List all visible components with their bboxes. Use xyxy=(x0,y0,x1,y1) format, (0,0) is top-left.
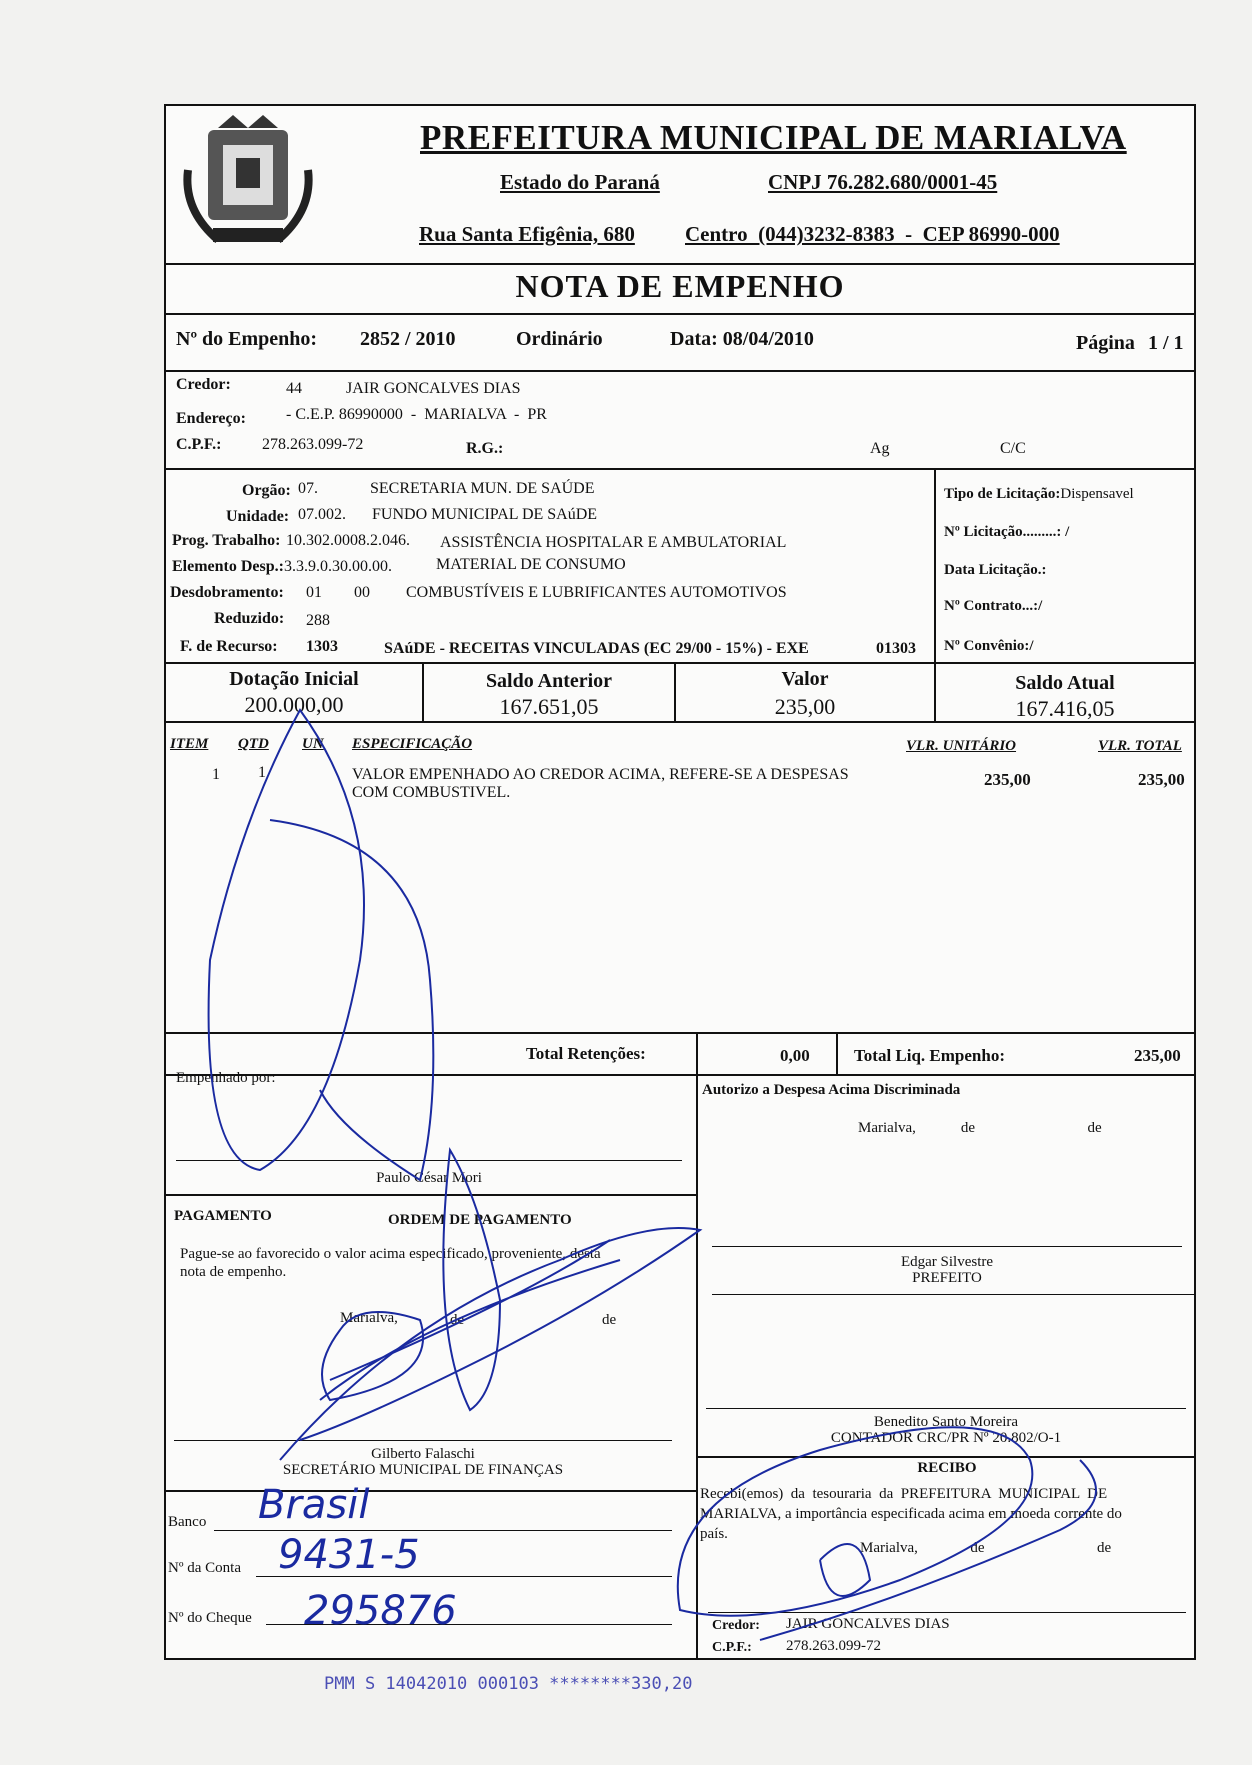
recibo-date-line: Marialva, de de xyxy=(860,1540,1112,1556)
recurso-label: F. de Recurso: xyxy=(180,638,278,655)
unidade-code: 07.002. xyxy=(298,506,346,523)
pagamento-marialva: Marialva, xyxy=(340,1310,398,1326)
liquido-label: Total Liq. Empenho: xyxy=(854,1046,1005,1065)
desdobramento-label: Desdobramento: xyxy=(170,584,284,601)
pagamento-label: PAGAMENTO xyxy=(174,1208,272,1224)
col-item: ITEM xyxy=(170,736,209,752)
recibo-text-line1: Recebi(emos) da tesouraria da PREFEITURA MUNICIPAL DE xyxy=(700,1486,1108,1502)
recibo-title: RECIBO xyxy=(917,1460,977,1476)
item-unit-value: 235,00 xyxy=(984,770,1031,789)
unidade-label: Unidade: xyxy=(226,508,290,525)
conta-label: Nº da Conta xyxy=(168,1560,241,1576)
doc-title: NOTA DE EMPENHO xyxy=(515,268,845,304)
empenhado-name: Paulo César Mori xyxy=(376,1170,482,1186)
col-qtd: QTD xyxy=(238,736,269,752)
saldo-anterior-value: 167.651,05 xyxy=(499,694,599,719)
recurso-number: 01303 xyxy=(876,640,916,657)
district-phone-cep: Centro (044)3232-8383 - CEP 86990-000 xyxy=(685,222,1060,246)
recibo-signature-stroke xyxy=(760,1460,1096,1640)
cheque-label: Nº do Cheque xyxy=(168,1610,252,1626)
bank-stamp: PMM S 14042010 000103 ********330,20 xyxy=(324,1674,693,1694)
empenho-number: 2852 / 2010 xyxy=(360,328,456,350)
recibo-text-line3: país. xyxy=(700,1526,728,1542)
recibo-cpf-value: 278.263.099-72 xyxy=(786,1638,881,1654)
autorizo-date-line: Marialva, de de xyxy=(858,1120,1102,1136)
secretario-title: SECRETÁRIO MUNICIPAL DE FINANÇAS xyxy=(282,1462,564,1478)
ordem-pagamento-label: ORDEM DE PAGAMENTO xyxy=(388,1212,572,1228)
recibo-cpf-label: C.P.F.: xyxy=(712,1640,752,1655)
prefeito-name: Edgar Silvestre xyxy=(900,1254,994,1270)
licitacao-tipo-label: Tipo de Licitação: xyxy=(944,486,1061,502)
reduzido-value: 288 xyxy=(306,612,330,629)
convenio-number: Nº Convênio:/ xyxy=(944,638,1034,654)
signature-loop-1 xyxy=(209,710,364,1170)
item-number: 1 xyxy=(212,766,220,783)
prog-desc: ASSISTÊNCIA HOSPITALAR E AMBULATORIAL xyxy=(440,534,787,551)
conta-handwritten: 9431-5 xyxy=(278,1532,420,1578)
elemento-desc: MATERIAL DE CONSUMO xyxy=(436,556,626,573)
recibo-credor-label: Credor: xyxy=(712,1618,760,1633)
empenhado-por-label: Empenhado por: xyxy=(176,1070,276,1086)
cc-label: C/C xyxy=(1000,440,1026,457)
item-spec-line2: COM COMBUSTIVEL. xyxy=(352,784,511,801)
col-especificacao: ESPECIFICAÇÃO xyxy=(352,736,473,752)
cheque-handwritten: 295876 xyxy=(304,1588,457,1634)
empenho-number-label: Nº do Empenho: xyxy=(176,328,318,350)
pagamento-text-line1: Pague-se ao favorecido o valor acima especificado, proveniente, desta xyxy=(180,1246,601,1262)
liquido-value: 235,00 xyxy=(1134,1046,1181,1065)
banco-handwritten: Brasil xyxy=(258,1482,370,1528)
recurso-code: 1303 xyxy=(306,638,338,655)
col-vlr-total: VLR. TOTAL xyxy=(1098,738,1182,754)
elemento-label: Elemento Desp.: xyxy=(172,558,284,575)
orgao-desc: SECRETARIA MUN. DE SAÚDE xyxy=(370,480,595,497)
item-total-value: 235,00 xyxy=(1138,770,1185,789)
pagamento-de-2: de xyxy=(602,1312,617,1328)
address-label: Rua Santa Efigênia, 680 xyxy=(419,222,635,246)
licitacao-date: Data Licitação.: xyxy=(944,562,1047,578)
banco-label: Banco xyxy=(168,1514,207,1530)
empenho-date: Data: 08/04/2010 xyxy=(670,328,814,350)
recurso-desc: SAúDE - RECEITAS VINCULADAS (EC 29/00 - 15%) - EXE xyxy=(384,640,809,657)
cpf-value: 278.263.099-72 xyxy=(262,436,364,453)
dotacao-inicial-label: Dotação Inicial xyxy=(229,668,359,690)
credor-label: Credor: xyxy=(176,376,231,393)
dotacao-inicial-value: 200.000,00 xyxy=(244,692,344,717)
desdobramento-b: 00 xyxy=(354,584,370,601)
recibo-credor-value: JAIR GONCALVES DIAS xyxy=(786,1616,950,1632)
licitacao-tipo-value: Dispensavel xyxy=(1060,486,1134,502)
autorizo-label: Autorizo a Despesa Acima Discriminada xyxy=(702,1082,961,1098)
org-title: PREFEITURA MUNICIPAL DE MARIALVA xyxy=(420,118,1127,157)
orgao-code: 07. xyxy=(298,480,318,497)
credor-name: JAIR GONCALVES DIAS xyxy=(346,380,521,397)
item-spec-line1: VALOR EMPENHADO AO CREDOR ACIMA, REFERE-SE A DESPESAS xyxy=(352,766,849,783)
cnpj-label: CNPJ 76.282.680/0001-45 xyxy=(768,170,998,194)
licitacao-number: Nº Licitação.........: / xyxy=(944,524,1070,540)
orgao-label: Orgão: xyxy=(242,482,291,499)
prog-code: 10.302.0008.2.046. xyxy=(286,532,410,549)
contador-name: Benedito Santo Moreira xyxy=(873,1414,1019,1430)
retencoes-label: Total Retenções: xyxy=(526,1044,646,1063)
page-label: Página xyxy=(1076,332,1135,354)
empenho-type: Ordinário xyxy=(516,328,603,350)
recibo-text-line2: MARIALVA, a importância especificada acima em moeda corrente do xyxy=(700,1506,1122,1522)
retencoes-value: 0,00 xyxy=(780,1046,810,1065)
secretario-name: Gilberto Falaschi xyxy=(371,1446,475,1462)
contrato-number: Nº Contrato...:/ xyxy=(944,598,1043,614)
recibo-signature-loop xyxy=(678,1427,1033,1615)
desdobramento-desc: COMBUSTÍVEIS E LUBRIFICANTES AUTOMOTIVOS xyxy=(406,584,787,601)
item-qtd: 1 xyxy=(258,764,266,781)
unidade-desc: FUNDO MUNICIPAL DE SAúDE xyxy=(372,506,598,523)
col-un: UN xyxy=(302,736,324,752)
endereco-label: Endereço: xyxy=(176,410,246,427)
contador-title: CONTADOR CRC/PR Nº 20.802/O-1 xyxy=(830,1430,1062,1446)
endereco-value: - C.E.P. 86990000 - MARIALVA - PR xyxy=(286,406,547,423)
col-vlr-unitario: VLR. UNITÁRIO xyxy=(906,738,1017,754)
state-label: Estado do Paraná xyxy=(500,170,660,194)
cpf-label: C.P.F.: xyxy=(176,436,222,453)
desdobramento-a: 01 xyxy=(306,584,322,601)
rg-label: R.G.: xyxy=(466,440,504,457)
signature-loop-3 xyxy=(443,1150,500,1410)
saldo-anterior-label: Saldo Anterior xyxy=(485,670,613,692)
ag-label: Ag xyxy=(870,440,890,457)
valor-value: 235,00 xyxy=(774,694,836,719)
credor-code: 44 xyxy=(286,380,302,397)
pagamento-text-line2: nota de empenho. xyxy=(180,1264,287,1280)
prefeito-title: PREFEITO xyxy=(912,1270,982,1286)
saldo-atual-value: 167.416,05 xyxy=(1015,696,1115,721)
reduzido-label: Reduzido: xyxy=(214,610,285,627)
saldo-atual-label: Saldo Atual xyxy=(1015,672,1115,694)
prog-label: Prog. Trabalho: xyxy=(172,532,281,549)
pagamento-de-1: de xyxy=(450,1312,465,1328)
page-number: 1 / 1 xyxy=(1148,332,1184,354)
signature-stroke-1 xyxy=(280,1228,700,1460)
valor-label: Valor xyxy=(781,668,829,690)
elemento-code: 3.3.9.0.30.00.00. xyxy=(284,558,392,575)
